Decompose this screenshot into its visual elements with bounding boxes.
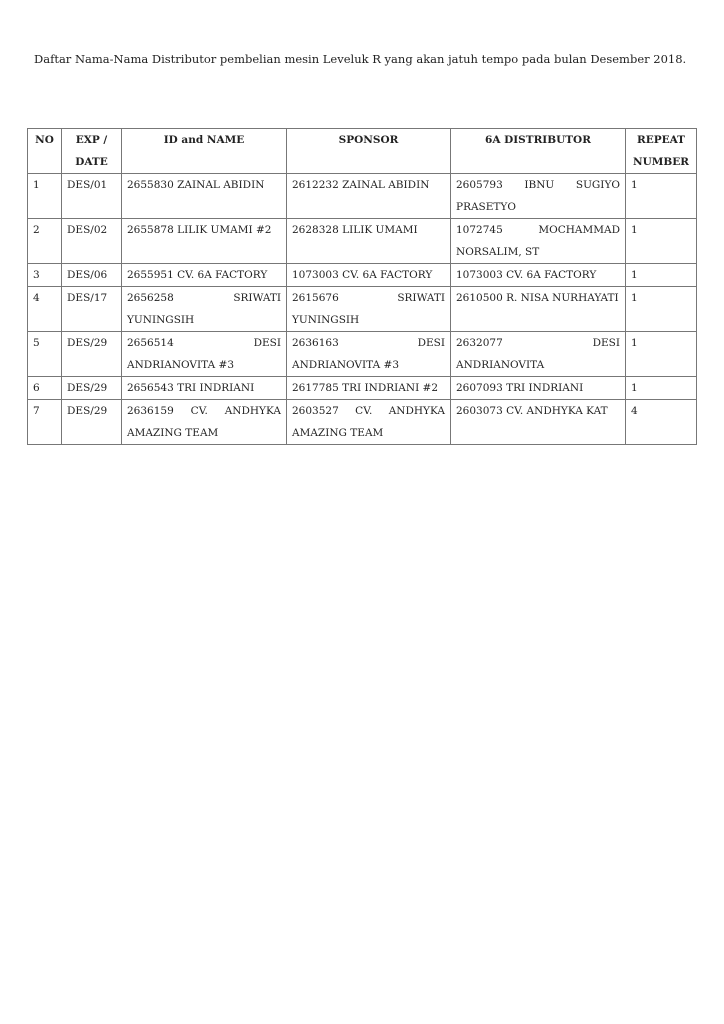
header-no: NO (28, 129, 62, 174)
cell-id-name: 2636159 CV. ANDHYKA AMAZING TEAM (122, 400, 287, 445)
table-row (28, 332, 697, 377)
cell-exp-date: DES/01 (62, 174, 122, 219)
table-header-row (28, 129, 697, 174)
table-row (28, 377, 697, 400)
intro-paragraph: Daftar Nama-Nama Distributor pembelian mesin Leveluk R yang akan jatuh tempo pada bulan Desember 2018. (34, 52, 687, 66)
cell-repeat-number: 1 (626, 377, 697, 400)
cell-id-name: 2656514 DESI ANDRIANOVITA #3 (122, 332, 287, 377)
header-exp-date: EXP / DATE (62, 129, 122, 174)
cell-repeat-number: 1 (626, 219, 697, 264)
cell-distributor: 2632077 DESI ANDRIANOVITA (451, 332, 626, 377)
cell-repeat-number: 1 (626, 332, 697, 377)
cell-id-name: 2656258 SRIWATI YUNINGSIH (122, 287, 287, 332)
cell-no: 4 (28, 287, 62, 332)
cell-sponsor: 1073003 CV. 6A FACTORY (287, 264, 451, 287)
header-id-name: ID and NAME (122, 129, 287, 174)
cell-exp-date: DES/02 (62, 219, 122, 264)
table-row (28, 174, 697, 219)
header-distributor: 6A DISTRIBUTOR (451, 129, 626, 174)
cell-exp-date: DES/29 (62, 332, 122, 377)
cell-no: 6 (28, 377, 62, 400)
table-row (28, 400, 697, 445)
cell-no: 2 (28, 219, 62, 264)
cell-exp-date: DES/17 (62, 287, 122, 332)
cell-sponsor: 2628328 LILIK UMAMI (287, 219, 451, 264)
distributor-table (27, 128, 697, 445)
cell-repeat-number: 1 (626, 174, 697, 219)
cell-sponsor: 2615676 SRIWATI YUNINGSIH (287, 287, 451, 332)
cell-no: 3 (28, 264, 62, 287)
cell-sponsor: 2617785 TRI INDRIANI #2 (287, 377, 451, 400)
header-repeat-number: REPEAT NUMBER (626, 129, 697, 174)
cell-distributor: 1072745 MOCHAMMAD NORSALIM, ST (451, 219, 626, 264)
cell-exp-date: DES/06 (62, 264, 122, 287)
cell-sponsor: 2603527 CV. ANDHYKA AMAZING TEAM (287, 400, 451, 445)
cell-distributor: 2605793 IBNU SUGIYO PRASETYO (451, 174, 626, 219)
cell-repeat-number: 4 (626, 400, 697, 445)
cell-distributor: 2603073 CV. ANDHYKA KAT (451, 400, 626, 445)
table-row (28, 287, 697, 332)
cell-repeat-number: 1 (626, 264, 697, 287)
cell-exp-date: DES/29 (62, 400, 122, 445)
cell-exp-date: DES/29 (62, 377, 122, 400)
cell-no: 1 (28, 174, 62, 219)
cell-distributor: 1073003 CV. 6A FACTORY (451, 264, 626, 287)
cell-id-name: 2655830 ZAINAL ABIDIN (122, 174, 287, 219)
header-sponsor: SPONSOR (287, 129, 451, 174)
cell-id-name: 2655878 LILIK UMAMI #2 (122, 219, 287, 264)
cell-no: 7 (28, 400, 62, 445)
cell-distributor: 2607093 TRI INDRIANI (451, 377, 626, 400)
cell-id-name: 2656543 TRI INDRIANI (122, 377, 287, 400)
cell-distributor: 2610500 R. NISA NURHAYATI (451, 287, 626, 332)
table-row (28, 219, 697, 264)
table-row (28, 264, 697, 287)
cell-repeat-number: 1 (626, 287, 697, 332)
cell-id-name: 2655951 CV. 6A FACTORY (122, 264, 287, 287)
cell-sponsor: 2612232 ZAINAL ABIDIN (287, 174, 451, 219)
cell-no: 5 (28, 332, 62, 377)
cell-sponsor: 2636163 DESI ANDRIANOVITA #3 (287, 332, 451, 377)
